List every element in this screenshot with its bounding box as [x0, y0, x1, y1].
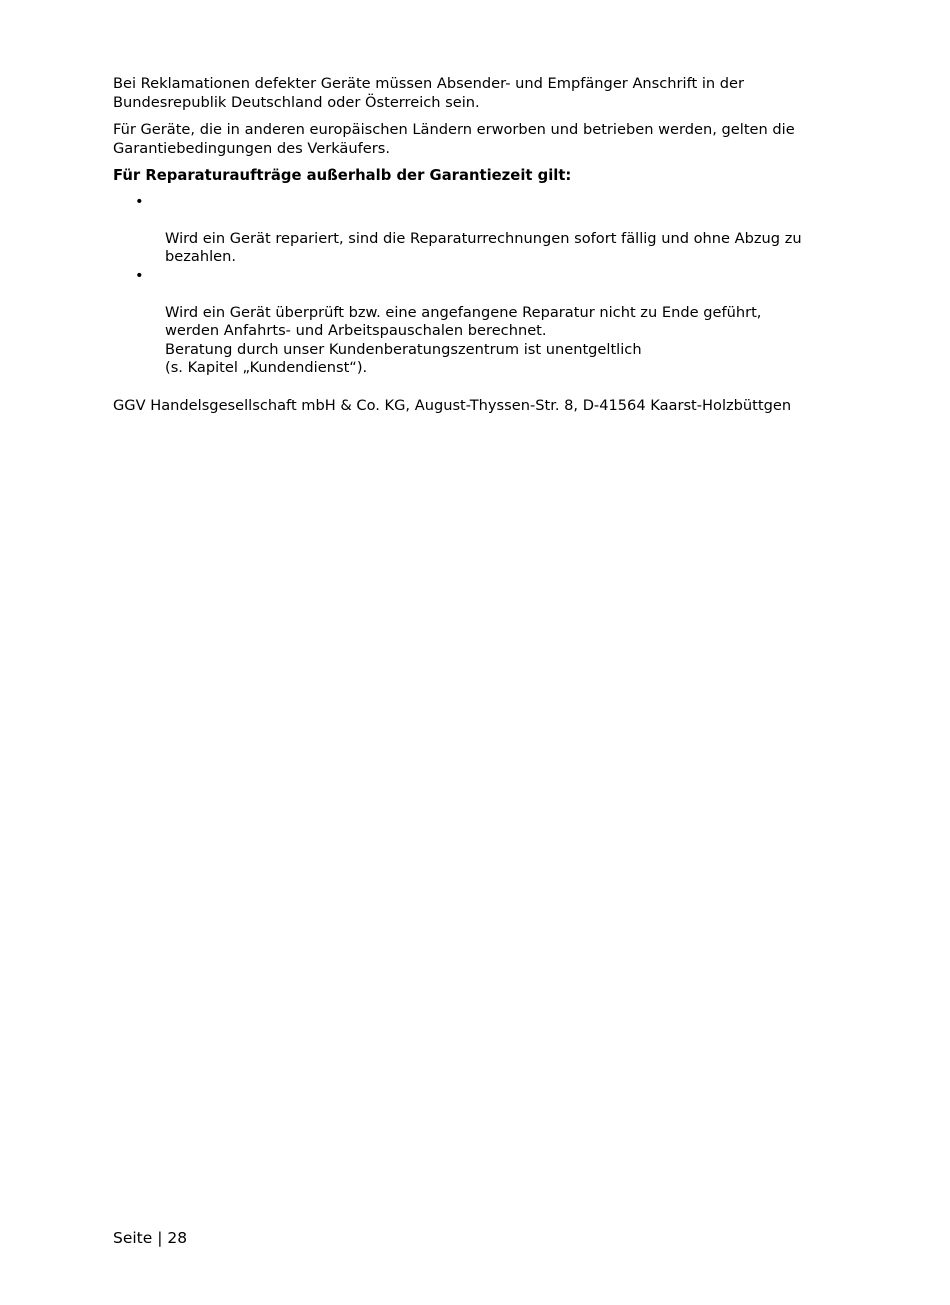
repair-conditions-list — [113, 193, 838, 378]
repair-heading: Für Reparaturaufträge außerhalb der Garantiezeit gilt: — [113, 167, 572, 184]
page-number-footer: Seite | 28 — [113, 1229, 188, 1247]
european-countries-paragraph: Für Geräte, die in anderen europäischen Ländern erworben und betrieben werden, gelten die Garantiebedingungen des Verkäufers. — [113, 121, 795, 157]
page-content — [113, 75, 838, 415]
company-address: GGV Handelsgesellschaft mbH & Co. KG, August-Thyssen-Str. 8, D-41564 Kaarst-Holzbüttgen — [113, 396, 792, 414]
list-item-text: Wird ein Gerät überprüft bzw. eine angefangene Reparatur nicht zu Ende geführt, werden Anfahrts- und Arbeitspauschalen berechnet. Beratung durch unser Kundenberatungszentrum ist unentgeltlich (s. Kapitel „Kundendienst“). — [165, 303, 762, 376]
complaint-address-paragraph: Bei Reklamationen defekter Geräte müssen Absender- und Empfänger Anschrift in der Bundesrepublik Deutschland oder Österreich sein. — [113, 75, 745, 111]
list-item — [113, 193, 838, 267]
bullet-icon: • — [135, 192, 144, 210]
list-item — [113, 267, 838, 378]
bullet-icon: • — [135, 266, 144, 284]
list-item-text: Wird ein Gerät repariert, sind die Reparaturrechnungen sofort fällig und ohne Abzug zu bezahlen. — [165, 229, 802, 265]
